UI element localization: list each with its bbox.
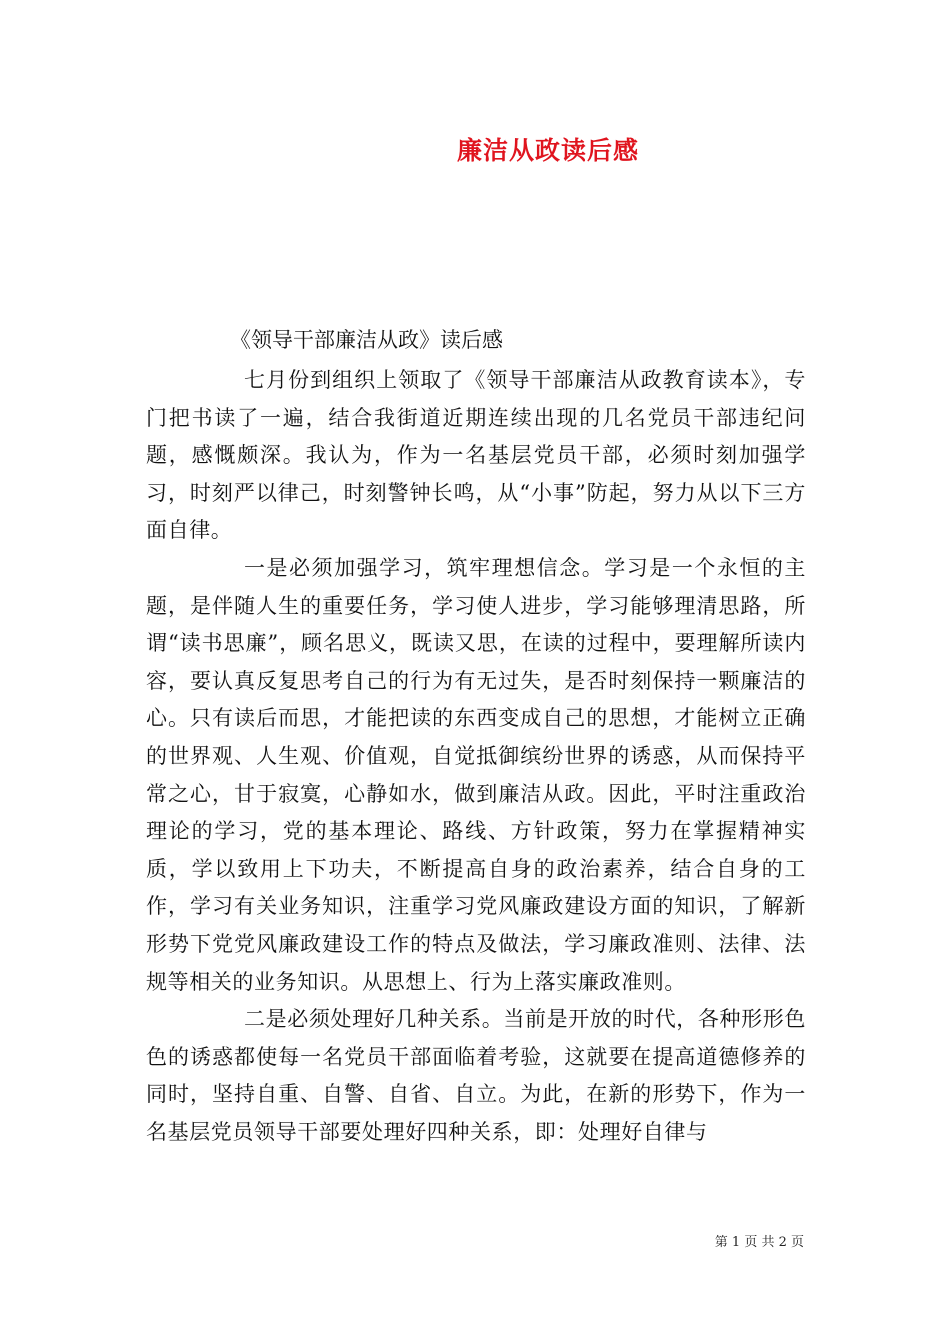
paragraph-point-two: 二是必须处理好几种关系。当前是开放的时代，各种形形色色的诱惑都使每一名党员干部面临着考验，这就要在提高道德修养的同时，坚持自重、自警、自省、自立。为此，在新的形势下，作为一名基层党员领导干部要处理好四种关系，即：处理好自律与 (146, 1007, 806, 1144)
article-subheading: 《领导干部廉洁从政》读后感 (230, 328, 503, 352)
document-title: 廉洁从政读后感 (456, 136, 639, 165)
page-number-footer: 第 1 页 共 2 页 (714, 1235, 804, 1250)
paragraph-intro: 七月份到组织上领取了《领导干部廉洁从政教育读本》，专门把书读了一遍，结合我街道近期连续出现的几名党员干部违纪问题，感慨颇深。我认为，作为一名基层党员干部，必须时刻加强学习，时刻严以律己，时刻警钟长鸣，从“小事”防起，努力从以下三方面自律。 (146, 368, 806, 543)
paragraph-point-one: 一是必须加强学习，筑牢理想信念。学习是一个永恒的主题，是伴随人生的重要任务，学习使人进步，学习能够理清思路，所谓“读书思廉”，顾名思义，既读又思，在读的过程中，要理解所读内容，要认真反复思考自己的行为有无过失，是否时刻保持一颗廉洁的心。只有读后而思，才能把读的东西变成自己的思想，才能树立正确的世界观、人生观、价值观，自觉抵御缤纷世界的诱惑，从而保持平常之心，甘于寂寞，心静如水，做到廉洁从政。因此，平时注重政治理论的学习，党的基本理论、路线、方针政策，努力在掌握精神实质，学以致用上下功夫，不断提高自身的政治素养，结合自身的工作，学习有关业务知识，注重学习党风廉政建设方面的知识，了解新形势下党党风廉政建设工作的特点及做法，学习廉政准则、法律、法规等相关的业务知识。从思想上、行为上落实廉政准则。 (146, 555, 806, 994)
article-body (146, 362, 806, 1151)
